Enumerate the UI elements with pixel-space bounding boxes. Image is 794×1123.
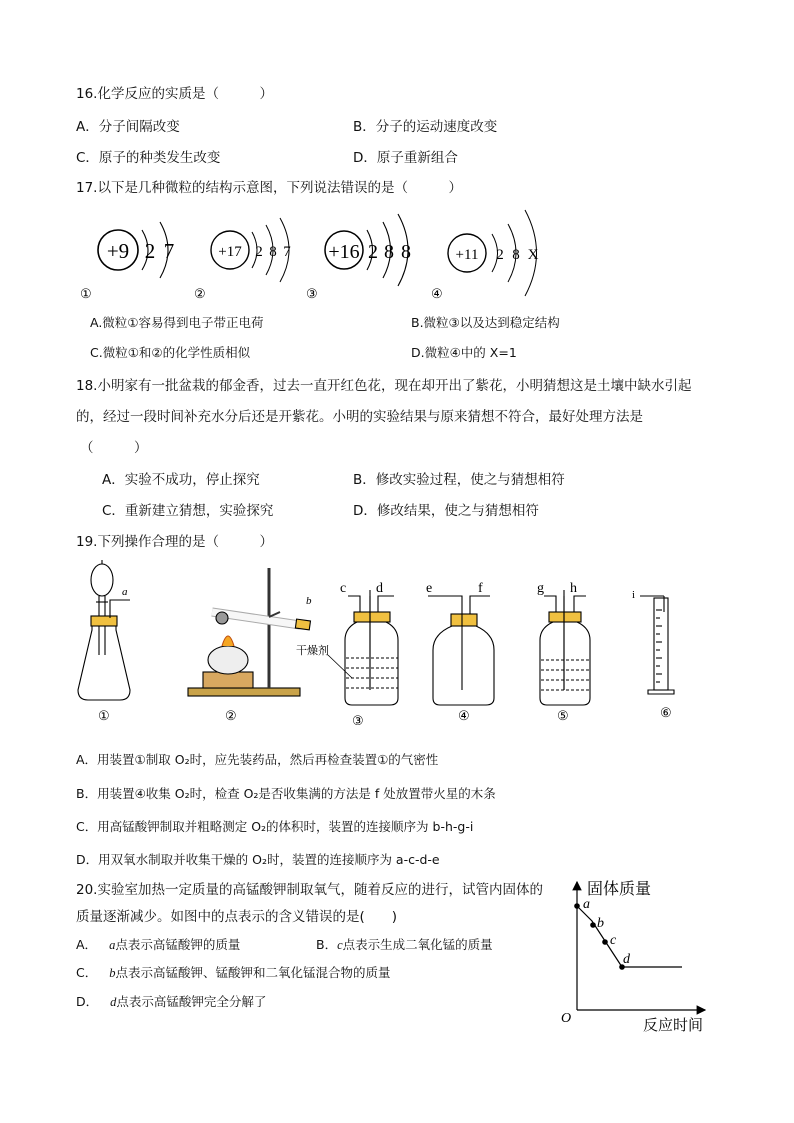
particle-3-shell-1: 2: [368, 241, 378, 263]
q18-line-1: 18.小明家有一批盆栽的郁金香，过去一直开红色花，现在却开出了紫花，小明猜想这是土壤中缺水引起: [76, 378, 692, 394]
particle-1-diagram: [80, 222, 174, 301]
q18-option-a[interactable]: A．实验不成功，停止探究: [102, 472, 260, 488]
q20-a-text: 点表示高锰酸钾的质量: [115, 937, 241, 952]
apparatus-6-cylinder: [640, 596, 674, 694]
q17-option-a[interactable]: A.微粒①容易得到电子带正电荷: [90, 315, 264, 330]
particle-4-shell-3: X: [527, 247, 539, 263]
particle-2-shell-3: 7: [283, 244, 291, 260]
q18-option-c[interactable]: C．重新建立猜想，实验探究: [102, 503, 274, 519]
q20-line-2: 质量逐渐减少。如图中的点表示的含义错误的是( ): [76, 909, 398, 925]
apparatus-4-collection-bottle: [428, 596, 494, 705]
q16-option-b[interactable]: B．分子的运动速度改变: [353, 119, 498, 135]
q19-option-a[interactable]: A．用装置①制取 O₂时，应先装药品，然后再检查装置①的气密性: [76, 752, 439, 767]
particle-4-diagram: [431, 210, 539, 301]
graph-xlabel: 反应时间: [643, 1016, 704, 1034]
port-b: b: [306, 595, 312, 607]
particle-2-shell-2: 8: [269, 244, 277, 260]
particle-4-shell-1: 2: [496, 247, 504, 263]
q20-a-letter: a: [109, 938, 116, 952]
particle-2-diagram: [194, 218, 291, 301]
q20-d-prefix: D．: [76, 994, 99, 1009]
point-b: [590, 922, 596, 928]
apparatus-3-washing-bottle: [328, 590, 398, 705]
q19-apparatus-diagram: [70, 560, 710, 725]
q20-b-prefix: B．: [316, 937, 338, 952]
q20-option-b[interactable]: [316, 935, 493, 953]
port-f: f: [478, 581, 483, 596]
q18-line-3: （ ）: [80, 440, 148, 456]
particle-1-nucleus: +9: [106, 239, 130, 263]
port-h: h: [570, 581, 577, 596]
q19-stem: 19.下列操作合理的是（ ）: [76, 534, 273, 550]
port-a: a: [122, 586, 128, 598]
q17-stem: 17.以下是几种微粒的结构示意图，下列说法错误的是（ ）: [76, 180, 462, 196]
particle-4-shell-2: 8: [512, 247, 520, 263]
q20-c-prefix: C．: [76, 965, 98, 980]
apparatus-1-label: ①: [98, 708, 110, 723]
q18-option-b[interactable]: B．修改实验过程，使之与猜想相符: [353, 472, 565, 488]
port-e: e: [426, 581, 433, 596]
q20-b-text: 点表示生成二氧化锰的质量: [342, 937, 493, 952]
q19-option-d[interactable]: D．用双氧水制取并收集干燥的 O₂时，装置的连接顺序为 a-c-d-e: [76, 852, 440, 867]
particle-1-shell-2: 7: [163, 239, 175, 263]
q20-a-prefix: A．: [76, 937, 98, 952]
graph-origin: O: [561, 1011, 572, 1026]
apparatus-6-label: ⑥: [660, 705, 672, 720]
particle-3-diagram: [306, 214, 411, 301]
particle-3-label: ③: [306, 286, 318, 301]
particle-2-shell-1: 2: [255, 244, 263, 260]
apparatus-5-label: ⑤: [557, 708, 569, 723]
q20-c-text: 点表示高锰酸钾、锰酸钾和二氧化锰混合物的质量: [115, 965, 391, 980]
q17-option-b[interactable]: B.微粒③以及达到稳定结构: [411, 315, 560, 330]
q18-line-2: 的，经过一段时间补充水分后还是开紫花。小明的实验结果与原来猜想不符合，最好处理方法是: [76, 409, 643, 425]
graph-ylabel: 固体质量: [587, 879, 652, 898]
q17-option-c[interactable]: C.微粒①和②的化学性质相似: [90, 345, 251, 360]
point-a-label: a: [583, 897, 590, 912]
port-c: c: [340, 581, 347, 596]
particle-3-nucleus: +16: [328, 241, 360, 263]
particle-3-shell-3: 8: [401, 241, 411, 263]
q19-option-c[interactable]: C．用高锰酸钾制取并粗略测定 O₂的体积时，装置的连接顺序为 b-h-g-i: [76, 819, 474, 834]
q17-particle-diagrams: [70, 200, 570, 305]
point-a: [574, 903, 580, 909]
q20-d-letter: d: [110, 995, 117, 1009]
q16-option-a[interactable]: A．分子间隔改变: [76, 119, 180, 135]
particle-1-label: ①: [80, 286, 92, 301]
q20-option-d[interactable]: [76, 992, 266, 1010]
apparatus-2-heating: [188, 568, 310, 696]
port-d: d: [376, 581, 383, 596]
apparatus-3-label: ③: [352, 713, 364, 725]
port-i: i: [632, 589, 636, 601]
q18-option-d[interactable]: D．修改结果，使之与猜想相符: [353, 503, 539, 519]
q20-b-letter: c: [337, 938, 343, 952]
q20-option-c[interactable]: [76, 963, 391, 981]
particle-2-nucleus: +17: [218, 244, 242, 260]
q16-stem: 16.化学反应的实质是（ ）: [76, 86, 273, 102]
particle-1-shell-1: 2: [144, 239, 156, 263]
q16-option-d[interactable]: D．原子重新组合: [353, 150, 458, 166]
apparatus-5-water-bottle: [540, 590, 590, 705]
apparatus-4-label: ④: [458, 708, 470, 723]
apparatus-1-flask: [78, 560, 130, 700]
point-c: [602, 939, 608, 945]
q20-d-text: 点表示高锰酸钾完全分解了: [116, 994, 267, 1009]
port-g: g: [537, 581, 544, 596]
desiccant-label: 干燥剂: [296, 644, 329, 657]
point-c-label: c: [610, 933, 617, 948]
q16-option-c[interactable]: C．原子的种类发生改变: [76, 150, 221, 166]
q20-line-1: 20.实验室加热一定质量的高锰酸钾制取氧气，随着反应的进行，试管内固体的: [76, 882, 543, 898]
point-b-label: b: [597, 916, 604, 931]
particle-4-label: ④: [431, 286, 443, 301]
apparatus-2-label: ②: [225, 708, 237, 723]
point-d-label: d: [623, 952, 630, 967]
q20-mass-time-graph: [555, 870, 730, 1040]
q20-option-a[interactable]: [76, 935, 240, 953]
q17-option-d[interactable]: D.微粒④中的 X=1: [411, 345, 517, 360]
q20-c-letter: b: [109, 966, 116, 980]
particle-3-shell-2: 8: [384, 241, 394, 263]
particle-2-label: ②: [194, 286, 206, 301]
particle-4-nucleus: +11: [455, 247, 479, 263]
q19-option-b[interactable]: B．用装置④收集 O₂时，检查 O₂是否收集满的方法是 f 处放置带火星的木条: [76, 786, 496, 801]
